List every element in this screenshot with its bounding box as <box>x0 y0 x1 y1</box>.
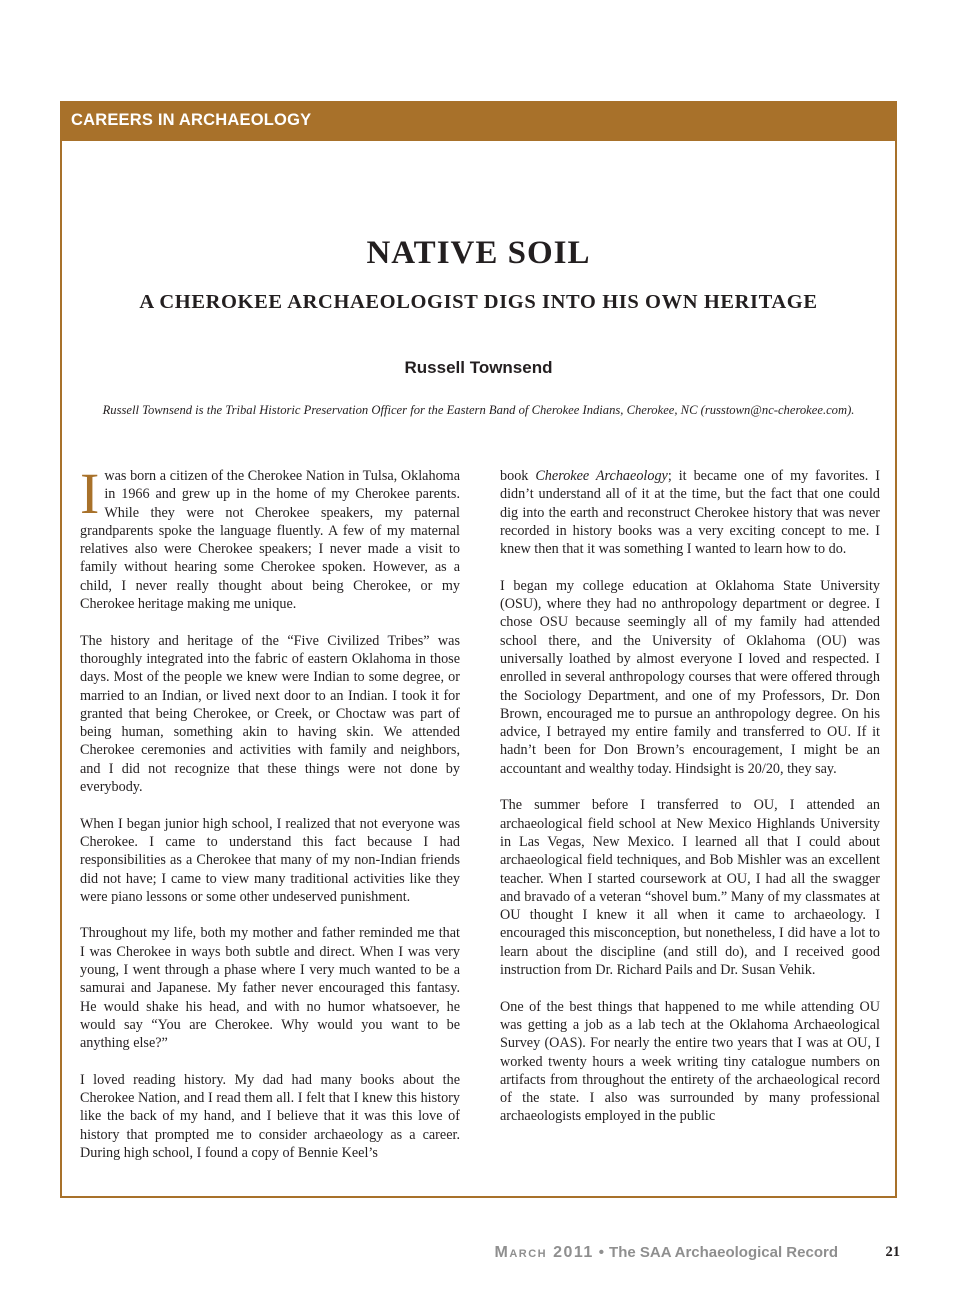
paragraph-text: book <box>500 468 536 484</box>
text-column-left <box>80 461 460 1181</box>
paragraph: The history and heritage of the “Five Civilized Tribes” was thoroughly integrated into the fabric of eastern Oklahoma in those days. Most of the people we knew were Indian to some degree, or married to an Indian, or lived next door to an Indian. I took it for granted that being Cherokee, or Creek, or Choctaw was part of being human, something akin to having skin. We attended Cherokee ceremonies and activities with family and neighbors, and I did not recognize that these things were not done by everybody. <box>80 632 460 796</box>
author-note: Russell Townsend is the Tribal Historic Preservation Officer for the Eastern Band of Cherokee Indians, Cherokee, NC (russtown@nc-cherokee.com). <box>102 403 855 417</box>
paragraph: When I began junior high school, I realized that not everyone was Cherokee. I came to understand this fact because I had responsibilities as a Cherokee that many of my non-Indian friends did not have; I came to view many traditional activities like they were piano lessons or some other undeserved punishment. <box>80 815 460 905</box>
paragraph-text: ; it became one of my favorites. I didn’t understand all of it at the time, but the fact that one could dig into the earth and reconstruct Cherokee history that was never recorded in history books was a very exciting concept to me. I knew then that it was something I wanted to learn how to do. <box>500 468 881 558</box>
book-title: Cherokee Archaeology <box>535 468 668 484</box>
paragraph: Throughout my life, both my mother and father reminded me that I was Cherokee in ways both subtle and direct. When I was very young, I went through a phase where I very much wanted to be a samurai and Japanese. My father never encouraged this fantasy. He would shake his head, and with no humor whatsoever, he would say “You are Cherokee. Why would you want to be anything else?” <box>80 925 460 1052</box>
author-name: Russell Townsend <box>404 358 553 377</box>
section-banner <box>62 103 895 141</box>
paragraph: I began my college education at Oklahoma State University (OSU), where they had no anthropology department or degree. I chose OSU because seemingly all of my family had attended school there, and the University of Oklahoma (OU) was universally loathed by almost everyone I loved and respected. I enrolled in several anthropology courses that were offered through the Sociology Department, and one of my Professors, Dr. Don Brown, encouraged me to pursue an anthropology degree. On his advice, I betrayed my entire family and transferred to OU. If it hadn’t been for Don Brown’s encouragement, I might be an accountant and wealthy today. Hindsight is 20/20, they say. <box>500 577 880 777</box>
text-column-right <box>500 467 880 1144</box>
running-footer <box>495 1244 838 1262</box>
paragraph: One of the best things that happened to me while attending OU was getting a job as a lab tech at the Oklahoma Archaeological Survey (OAS). For nearly the entire two years that I was at OU, I worked twenty hours a week writing tiny catalogue numbers on artifacts from throughout the entirety of the archaeological record of the state. I also was surrounded by many professional archaeologists employed in the public <box>500 998 880 1125</box>
paragraph: The summer before I transferred to OU, I attended an archaeological field school at New Mexico Highlands University in Las Vegas, New Mexico. I learned all that I could about archaeological field techniques, and Bob Mishler was an excellent teacher. When I started coursework at OU, I had all the swagger and bravado of a veteran “shovel bum.” Many of my classmates at OU thought I knew it all when it came to archaeology. I encouraged this misconception, but nonetheless, I did have a lot to learn about the discipline (and still do), and I received good instruction from Dr. Richard Pails and Dr. Susan Vehik. <box>500 797 880 979</box>
issue-date: March 2011 <box>494 1244 594 1261</box>
article-title: NATIVE SOIL <box>366 235 591 271</box>
paragraph: I loved reading history. My dad had many books about the Cherokee Nation, and I read them all. I felt that I knew this history like the back of my hand, and I believe that it was this love of history that prompted me to consider archaeology as a career. During high school, I found a copy of Bennie Keel’s <box>80 1071 460 1161</box>
paragraph-text: was born a citizen of the Cherokee Nation in Tulsa, Oklahoma in 1966 and grew up in the home of my Cherokee parents. While they were not Cherokee speakers, my paternal grandparents spoke the language fluently. A few of my maternal relatives also were Cherokee speakers; I never made a visit to family without hearing some Cherokee spoken. However, as a child, I never really thought about being Cherokee, or my Cherokee heritage making me unique. <box>80 468 460 613</box>
drop-cap: I <box>80 461 100 526</box>
paragraph <box>500 467 880 558</box>
publication-name: The SAA Archaeological Record <box>609 1244 838 1261</box>
paragraph <box>80 461 460 613</box>
bullet-separator: • <box>598 1244 605 1261</box>
section-label: CAREERS IN ARCHAEOLOGY <box>71 111 312 129</box>
page-number: 21 <box>885 1244 900 1260</box>
article-subtitle: A CHEROKEE ARCHAEOLOGIST DIGS INTO HIS OWN HERITAGE <box>139 291 818 313</box>
article-frame <box>60 101 897 1198</box>
